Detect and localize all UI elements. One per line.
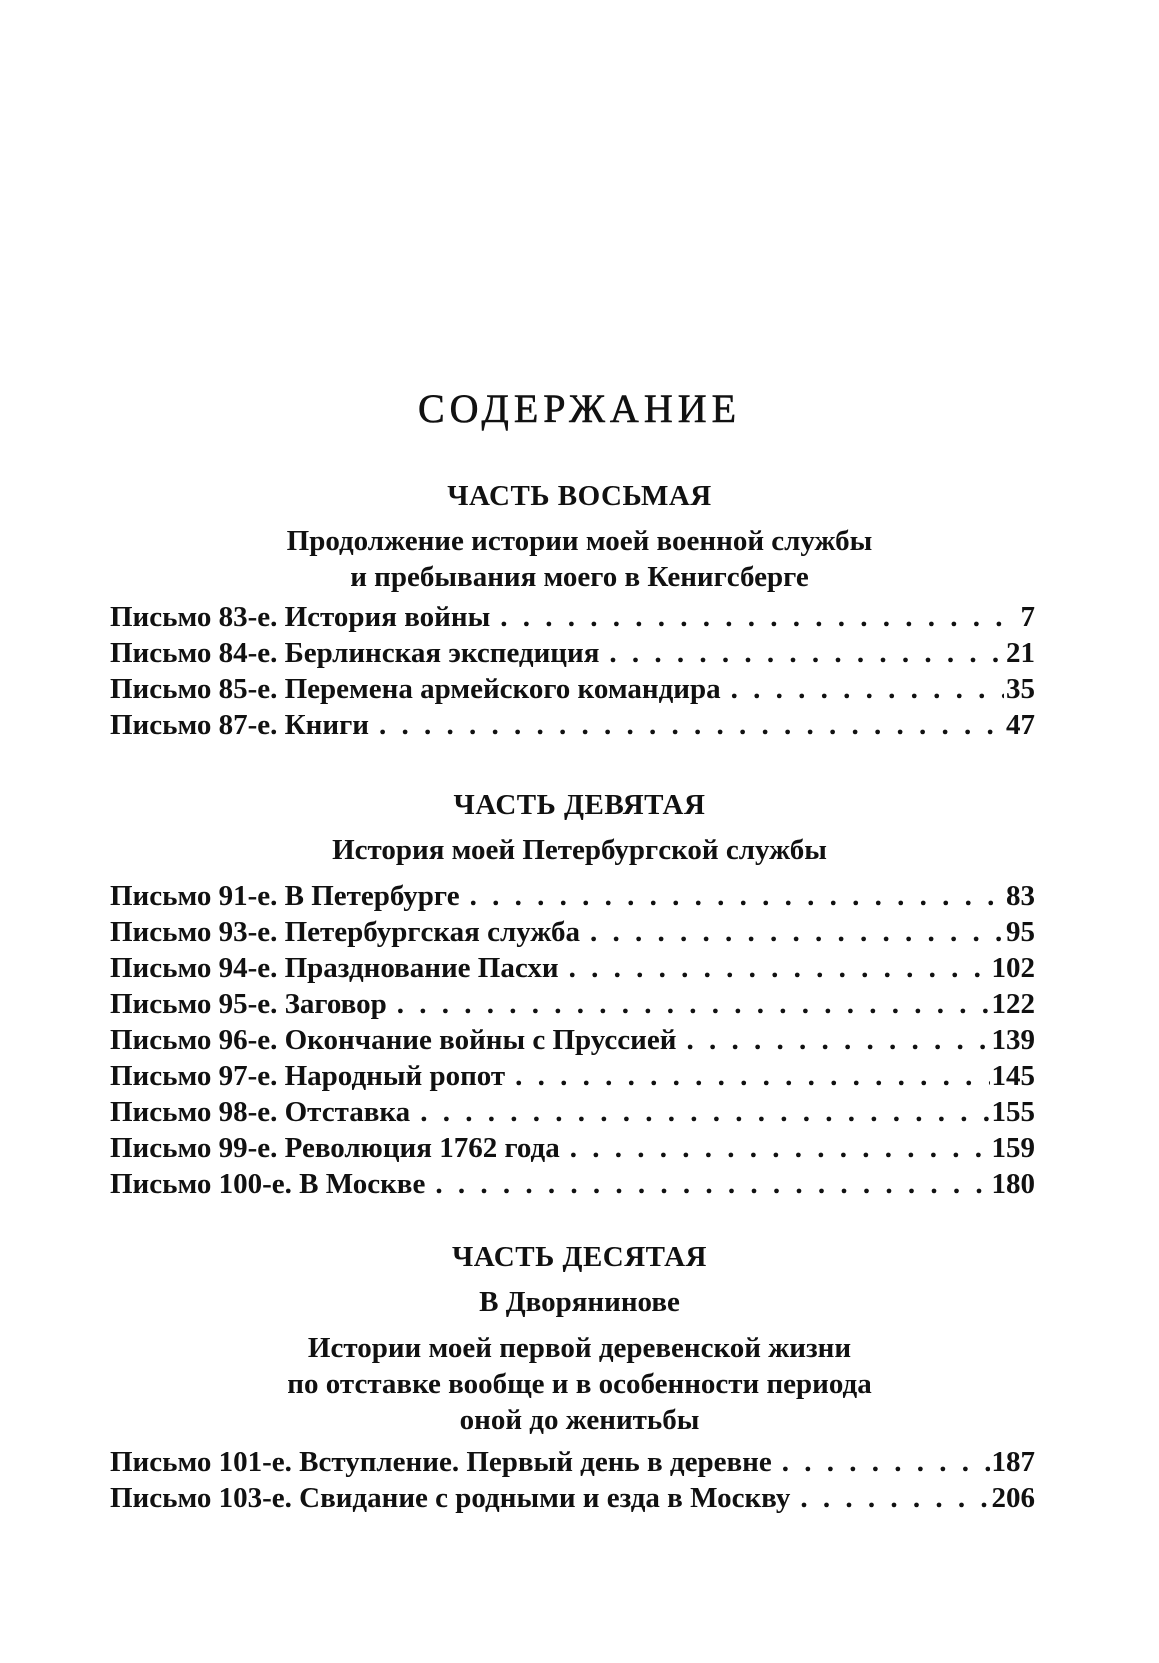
toc-entry[interactable] xyxy=(110,950,1035,986)
leader-dots xyxy=(515,1058,989,1094)
toc-entry[interactable] xyxy=(110,1166,1035,1202)
part-subheading: В Дворянинове xyxy=(479,1286,680,1318)
leader-dots xyxy=(420,1094,989,1130)
entry-title: Письмо 99-е. Революция 1762 года xyxy=(110,1132,560,1164)
toc-entry[interactable] xyxy=(110,1480,1035,1516)
entry-title: Письмо 98-е. Отставка xyxy=(110,1096,411,1128)
toc-entry[interactable] xyxy=(110,1130,1035,1166)
part-eight xyxy=(0,478,1159,743)
toc-entry[interactable] xyxy=(110,878,1035,914)
part-heading: ЧАСТЬ ДЕВЯТАЯ xyxy=(453,789,706,821)
page-number: 83 xyxy=(1006,880,1035,912)
entry-title: Письмо 100-е. В Москве xyxy=(110,1168,426,1200)
toc-list xyxy=(110,599,1035,743)
toc-entry[interactable] xyxy=(110,1094,1035,1130)
page-number: 187 xyxy=(991,1446,1035,1478)
entry-title: Письмо 84-е. Берлинская экспедиция xyxy=(110,637,600,669)
leader-dots xyxy=(379,707,1004,743)
entry-title: Письмо 85-е. Перемена армейского командира xyxy=(110,673,721,705)
page-number: 145 xyxy=(991,1060,1035,1092)
toc-entry[interactable] xyxy=(110,1444,1035,1480)
entry-title: Письмо 93-е. Петербургская служба xyxy=(110,916,580,948)
page-number: 102 xyxy=(991,952,1035,984)
toc-entry[interactable] xyxy=(110,635,1035,671)
entry-title: Письмо 83-е. История войны xyxy=(110,601,491,633)
toc-entry[interactable] xyxy=(110,671,1035,707)
page-number: 95 xyxy=(1006,916,1035,948)
toc-entry[interactable] xyxy=(110,1022,1035,1058)
toc-list xyxy=(110,1444,1035,1516)
page-number: 159 xyxy=(991,1132,1035,1164)
leader-dots xyxy=(686,1022,989,1058)
part-subtitle-line: Продолжение истории моей военной службы xyxy=(286,525,873,557)
page-number: 206 xyxy=(991,1482,1035,1514)
toc-entry[interactable] xyxy=(110,914,1035,950)
page-number: 139 xyxy=(991,1024,1035,1056)
leader-dots xyxy=(800,1480,989,1516)
page-title: СОДЕРЖАНИЕ xyxy=(417,386,742,431)
page-number: 122 xyxy=(991,988,1035,1020)
entry-title: Письмо 97-е. Народный ропот xyxy=(110,1060,506,1092)
toc-entry[interactable] xyxy=(110,1058,1035,1094)
toc-entry[interactable] xyxy=(110,707,1035,743)
part-heading: ЧАСТЬ ДЕСЯТАЯ xyxy=(452,1241,707,1273)
part-subtitle-line: оной до женитьбы xyxy=(459,1404,700,1436)
part-nine xyxy=(0,787,1159,1202)
leader-dots xyxy=(782,1444,990,1480)
leader-dots xyxy=(590,914,1004,950)
entry-title: Письмо 94-е. Празднование Пасхи xyxy=(110,952,559,984)
leader-dots xyxy=(731,671,1004,707)
page-number: 21 xyxy=(1006,637,1035,669)
toc-entry[interactable] xyxy=(110,599,1035,635)
part-subtitle-line: и пребывания моего в Кенигсберге xyxy=(350,561,809,593)
toc-entry[interactable] xyxy=(110,986,1035,1022)
leader-dots xyxy=(397,986,990,1022)
page-number: 47 xyxy=(1006,709,1035,741)
leader-dots xyxy=(609,635,1004,671)
leader-dots xyxy=(470,878,1004,914)
entry-title: Письмо 95-е. Заговор xyxy=(110,988,387,1020)
leader-dots xyxy=(500,599,1018,635)
page-number: 180 xyxy=(991,1168,1035,1200)
page-number: 35 xyxy=(1006,673,1035,705)
leader-dots xyxy=(569,950,990,986)
page-number: 155 xyxy=(991,1096,1035,1128)
entry-title: Письмо 91-е. В Петербурге xyxy=(110,880,460,912)
part-ten xyxy=(0,1239,1159,1516)
part-subtitle-line: Истории моей первой деревенской жизни xyxy=(307,1332,852,1364)
part-subtitle-line: по отставке вообще и в особенности периода xyxy=(287,1368,872,1400)
part-heading: ЧАСТЬ ВОСЬМАЯ xyxy=(447,480,712,512)
part-subtitle-line: История моей Петербургской службы xyxy=(332,834,827,866)
toc-list xyxy=(110,878,1035,1202)
entry-title: Письмо 103-е. Свидание с родными и езда в Москву xyxy=(110,1482,791,1514)
entry-title: Письмо 101-е. Вступление. Первый день в деревне xyxy=(110,1446,772,1478)
entry-title: Письмо 96-е. Окончание войны с Пруссией xyxy=(110,1024,677,1056)
leader-dots xyxy=(435,1166,989,1202)
page-number: 7 xyxy=(1020,601,1035,633)
entry-title: Письмо 87-е. Книги xyxy=(110,709,369,741)
leader-dots xyxy=(570,1130,990,1166)
